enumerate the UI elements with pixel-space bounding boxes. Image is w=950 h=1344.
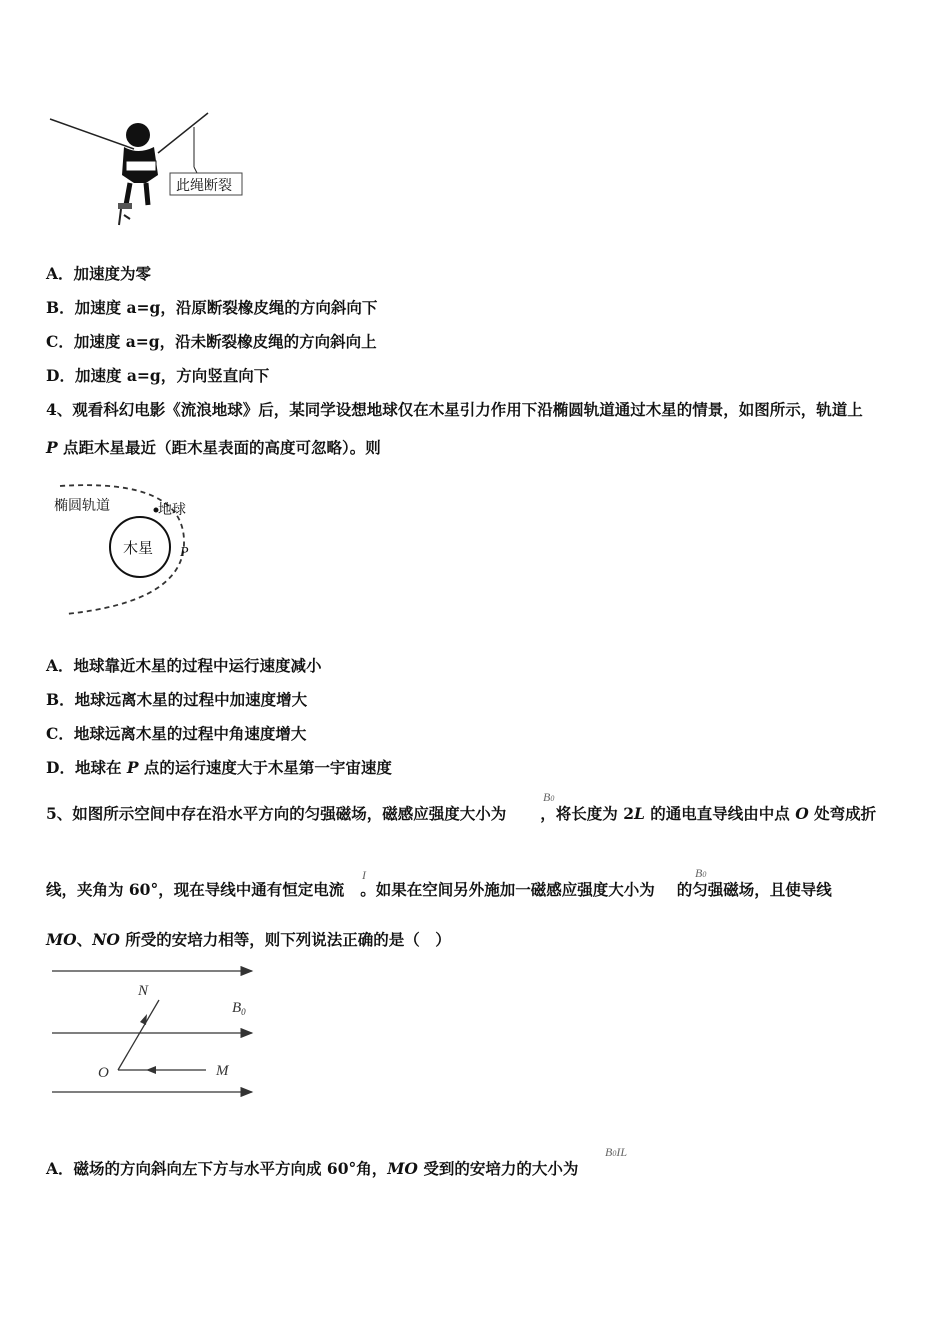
right-rubber-cord	[158, 113, 208, 153]
left-rubber-cord	[50, 119, 134, 149]
q3-option-d: D．加速度 a=g，方向竖直向下	[46, 366, 270, 385]
b0-symbol-2: B0	[695, 866, 707, 880]
q4-option-c: C．地球远离木星的过程中角速度增大	[46, 724, 307, 743]
b0-symbol-1: B0	[543, 790, 555, 804]
earth-label: 地球	[158, 502, 186, 518]
jupiter-label: 木星	[123, 539, 154, 557]
q4-stem-line2-text: 点距木星最近（距木星表面的高度可忽略）。则	[57, 438, 381, 457]
label-b0: $B_0$	[232, 1000, 246, 1017]
label-o: O	[98, 1065, 109, 1081]
label-n: N	[138, 983, 149, 999]
magnetic-field-figure	[46, 960, 266, 1102]
b0il-symbol: B0IL	[605, 1145, 628, 1159]
q4-stem-line1: 4、观看科幻电影《流浪地球》后，某同学设想地球仅在木星引力作用下沿椭圆轨道通过木星的情景，如图所示，轨道上	[46, 400, 863, 419]
point-p: P	[46, 438, 58, 457]
current-symbol: I	[362, 868, 366, 882]
q4-option-b: B．地球远离木星的过程中加速度增大	[46, 690, 308, 709]
label-m: M	[216, 1063, 229, 1079]
q3-option-c: C．加速度 a=g，沿未断裂橡皮绳的方向斜向上	[46, 332, 377, 351]
orbit-label: 椭圆轨道	[54, 498, 110, 514]
q4-stem-line2	[46, 436, 381, 458]
q5-stem-line1: 5、如图所示空间中存在沿水平方向的匀强磁场，磁感应强度大小为 ，将长度为 2L 的通电直导线由中点 O 处弯成折	[46, 804, 877, 823]
bungee-figure	[46, 105, 256, 235]
person-head	[126, 123, 150, 147]
q3-option-b: B．加速度 a=g，沿原断裂橡皮绳的方向斜向下	[46, 298, 378, 317]
wire-no	[118, 1000, 159, 1070]
cord-break-label: 此绳断裂	[176, 178, 232, 194]
q5-stem-line3: MO、NO 所受的安培力相等，则下列说法正确的是（ ）	[46, 930, 451, 949]
point-p-label: P	[180, 545, 189, 560]
q4-option-d: D．地球在 P 点的运行速度大于木星第一宇宙速度	[46, 758, 392, 777]
q3-option-a: A．加速度为零	[46, 264, 152, 283]
q5-option-a: A．磁场的方向斜向左下方与水平方向成 60°角，MO 受到的安培力的大小为	[46, 1159, 579, 1178]
q4-option-a: A．地球靠近木星的过程中运行速度减小	[46, 656, 322, 675]
q5-stem-line2: 线，夹角为 60°，现在导线中通有恒定电流 。如果在空间另外施加一磁感应强度大小为 的匀强磁场，且使导线	[46, 880, 832, 899]
jupiter-orbit-figure	[46, 478, 216, 620]
